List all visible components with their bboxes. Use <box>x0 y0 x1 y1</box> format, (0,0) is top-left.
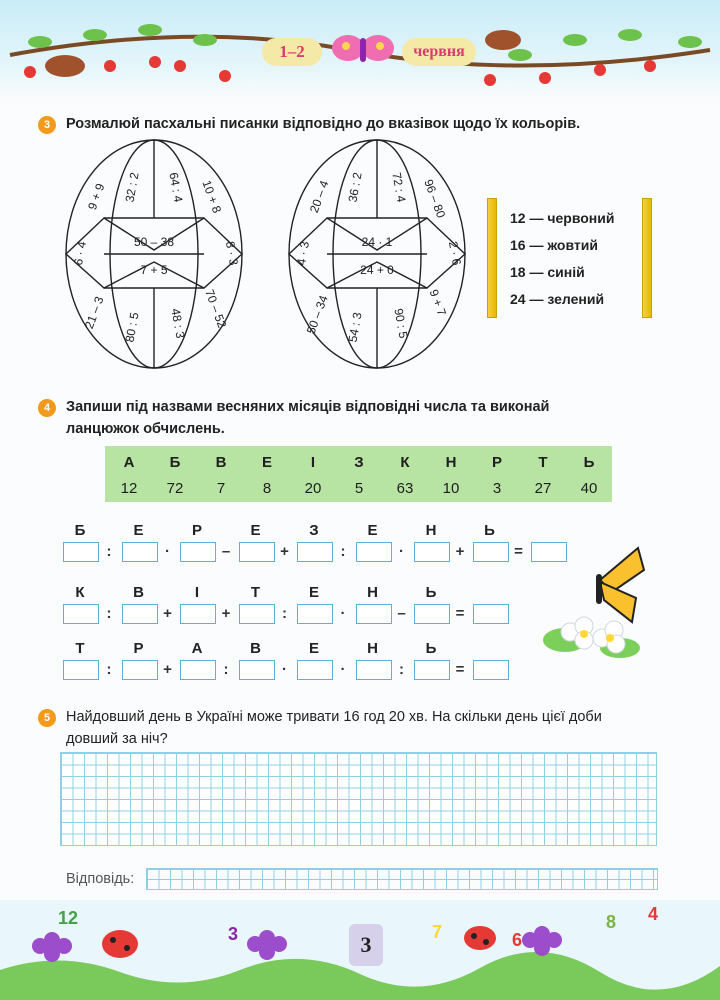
answer-box[interactable] <box>414 604 450 624</box>
alphabet-value: 7 <box>216 480 226 497</box>
chain-letter: Е <box>308 640 319 657</box>
chain-operator: : <box>340 543 346 560</box>
task4-line1: Запиши під назвами весняних місяців відповідні числа та виконай <box>66 399 550 415</box>
chain-letter: Т <box>250 584 261 601</box>
answer-box[interactable] <box>180 660 216 680</box>
task-number-badge: 5 <box>38 709 56 727</box>
egg1-top-1: 9 + 9 <box>85 181 108 212</box>
egg2-bot-1: 50 – 34 <box>303 293 331 336</box>
chain-operator: = <box>455 661 465 678</box>
chain-letter: В <box>250 640 261 657</box>
easter-eggs-drawing <box>62 138 492 370</box>
chain-operator: + <box>163 605 172 622</box>
result-box[interactable] <box>473 604 509 624</box>
answer-box[interactable] <box>297 604 333 624</box>
egg2-top-2: 36 : 2 <box>345 171 365 204</box>
egg2-mid-1: 4 · 3 <box>294 240 313 267</box>
egg1-top-2: 32 : 2 <box>122 171 142 204</box>
alphabet-value: 10 <box>442 480 460 497</box>
answer-box[interactable] <box>414 660 450 680</box>
legend-green: 24 — зелений <box>510 291 605 307</box>
chain-operator: + <box>221 605 231 622</box>
chain-letter: І <box>194 584 200 601</box>
alphabet-value: 8 <box>262 480 272 497</box>
chain-operator: : <box>106 661 112 678</box>
alphabet-letter: Т <box>538 454 548 471</box>
result-box[interactable] <box>473 660 509 680</box>
chain-letter: Н <box>425 522 437 539</box>
egg1-mid-4: 8 · 3 <box>222 240 241 267</box>
chain-operator: · <box>282 661 287 678</box>
chain-letter: К <box>75 584 85 601</box>
alphabet-letter: К <box>400 454 410 471</box>
answer-box[interactable] <box>122 604 158 624</box>
chain-operator: : <box>223 661 229 678</box>
chain-letter: Е <box>308 584 319 601</box>
chain-letter: Н <box>367 640 378 657</box>
chain-operator: : <box>106 543 112 560</box>
alphabet-letter: З <box>354 454 364 471</box>
answer-box[interactable] <box>414 542 450 562</box>
alphabet-letter: В <box>215 454 227 471</box>
task-instruction <box>66 706 602 750</box>
swallowtail-butterfly-icon <box>596 548 644 622</box>
egg1-top-3: 64 : 4 <box>166 171 186 204</box>
answer-box[interactable] <box>356 542 392 562</box>
alphabet-letter: І <box>310 454 316 471</box>
answer-box[interactable] <box>122 660 158 680</box>
legend-yellow: 16 — жовтий <box>510 237 598 253</box>
alphabet-letter: Ь <box>583 454 595 471</box>
egg2-bot-4: 9 + 7 <box>426 287 449 318</box>
task-instruction: Розмалюй пасхальні писанки відповідно до вказівок щодо їх кольорів. <box>66 116 581 132</box>
chain-operator: · <box>399 543 404 560</box>
chain-letter: А <box>191 640 203 657</box>
legend-bar-left <box>487 198 497 318</box>
egg1-bot-3: 48 : 3 <box>168 307 188 340</box>
chain-letter: Н <box>367 584 378 601</box>
alphabet-value: 12 <box>120 480 138 497</box>
egg1-top-4: 10 + 8 <box>199 178 225 215</box>
footer-deco-number: 12 <box>58 908 79 928</box>
month-label: червня <box>402 38 476 66</box>
answer-box[interactable] <box>473 542 509 562</box>
footer-deco-number: 8 <box>606 912 617 932</box>
answer-box[interactable] <box>297 542 333 562</box>
egg2-mid-4: 2 · 6 <box>445 240 464 267</box>
chain-letter: Р <box>191 522 202 539</box>
task4-line2: ланцюжок обчислень. <box>66 421 225 437</box>
egg2-top-1: 20 – 4 <box>306 178 332 215</box>
alphabet-letter: Н <box>445 454 457 471</box>
chain-operator: · <box>340 605 346 622</box>
alphabet-letter: А <box>123 454 135 471</box>
alphabet-letter: Б <box>169 454 181 471</box>
answer-box[interactable] <box>63 660 99 680</box>
answer-box[interactable] <box>122 542 158 562</box>
answer-box[interactable] <box>239 660 275 680</box>
chain-letter: Ь <box>425 584 437 601</box>
answer-box[interactable] <box>63 604 99 624</box>
chain-operator: : <box>282 605 287 622</box>
egg2-top-3: 72 : 4 <box>389 171 409 204</box>
chain-letter: Т <box>75 640 85 657</box>
answer-label: Відповідь: <box>66 871 135 887</box>
egg2-top-4: 96 – 80 <box>421 177 449 220</box>
chain-operator: + <box>163 661 172 678</box>
answer-box[interactable] <box>356 660 392 680</box>
egg2-bot-2: 54 : 3 <box>345 311 365 344</box>
answer-box[interactable] <box>356 604 392 624</box>
answer-box[interactable] <box>297 660 333 680</box>
chain-letter: В <box>133 584 144 601</box>
chain-letter: З <box>309 522 319 539</box>
chain-operator: : <box>106 605 112 622</box>
date-label: 1–2 <box>262 38 322 66</box>
alphabet-value: 5 <box>354 480 364 497</box>
chain-letter: Ь <box>425 640 437 657</box>
task5-line1: Найдовший день в Україні може тривати 16 год 20 хв. На скільки день цієї доби <box>66 709 602 725</box>
answer-box[interactable] <box>239 542 275 562</box>
chain-letter: Е <box>250 522 261 539</box>
chain-letter: Ь <box>484 522 495 539</box>
egg1-mid-2: 50 – 38 <box>133 235 175 249</box>
grid-work-area[interactable] <box>60 752 657 846</box>
task-number-badge: 4 <box>38 399 56 417</box>
egg1-bot-1: 21 – 3 <box>81 294 107 331</box>
chain-operator: + <box>280 543 289 560</box>
chain-operator: · <box>165 543 170 560</box>
chain-operator: – <box>397 605 406 622</box>
footer-deco-number: 3 <box>228 924 239 944</box>
legend-red: 12 — червоний <box>510 210 615 226</box>
task-number-badge: 3 <box>38 116 56 134</box>
chain-letter: Б <box>74 522 86 539</box>
task5-line2: довший за ніч? <box>66 731 168 747</box>
alphabet-letter: Е <box>261 454 272 471</box>
butterfly-flowers-illustration <box>540 540 650 665</box>
chain-operator: – <box>221 543 231 560</box>
answer-box[interactable] <box>239 604 275 624</box>
alphabet-value: 3 <box>492 480 502 497</box>
egg1-bot-2: 80 : 5 <box>122 311 142 344</box>
footer-deco-number: 7 <box>432 922 443 942</box>
alphabet-letter: Р <box>491 454 502 471</box>
task-instruction <box>66 396 549 440</box>
chain-letter: Е <box>367 522 378 539</box>
alphabet-value: 27 <box>534 480 552 497</box>
egg1-bot-4: 70 – 52 <box>202 287 230 330</box>
chain-operator: + <box>455 543 465 560</box>
alphabet-value: 72 <box>166 480 184 497</box>
alphabet-value: 63 <box>396 480 414 497</box>
answer-box[interactable] <box>63 542 99 562</box>
letter-number-cells <box>110 452 610 500</box>
answer-field[interactable] <box>146 868 658 890</box>
cherry-branch-illustration <box>0 0 720 95</box>
chain-operator: = <box>455 605 465 622</box>
legend-blue: 18 — синій <box>510 264 585 280</box>
chain-operator: = <box>514 543 523 560</box>
footer-deco-number: 4 <box>648 904 659 924</box>
legend-bar-right <box>642 198 652 318</box>
alphabet-value: 20 <box>304 480 322 497</box>
egg2-mid-2: 24 · 1 <box>361 235 393 249</box>
chain-operator: : <box>399 661 404 678</box>
chain-letter: Р <box>133 640 144 657</box>
egg2-mid-3: 24 + 0 <box>360 263 394 277</box>
chain-operator: · <box>340 661 346 678</box>
butterfly-icon <box>332 35 394 62</box>
answer-box[interactable] <box>180 542 216 562</box>
egg1-mid-1: 6 · 4 <box>71 240 90 267</box>
answer-box[interactable] <box>180 604 216 624</box>
footer-deco-number: 6 <box>512 930 523 950</box>
page-number: 3 <box>349 924 383 966</box>
egg1-mid-3: 7 + 5 <box>140 263 168 277</box>
alphabet-value: 40 <box>580 480 598 497</box>
egg2-bot-3: 90 : 5 <box>391 307 411 340</box>
egg-1 <box>66 140 242 368</box>
chain-letter: Е <box>133 522 144 539</box>
